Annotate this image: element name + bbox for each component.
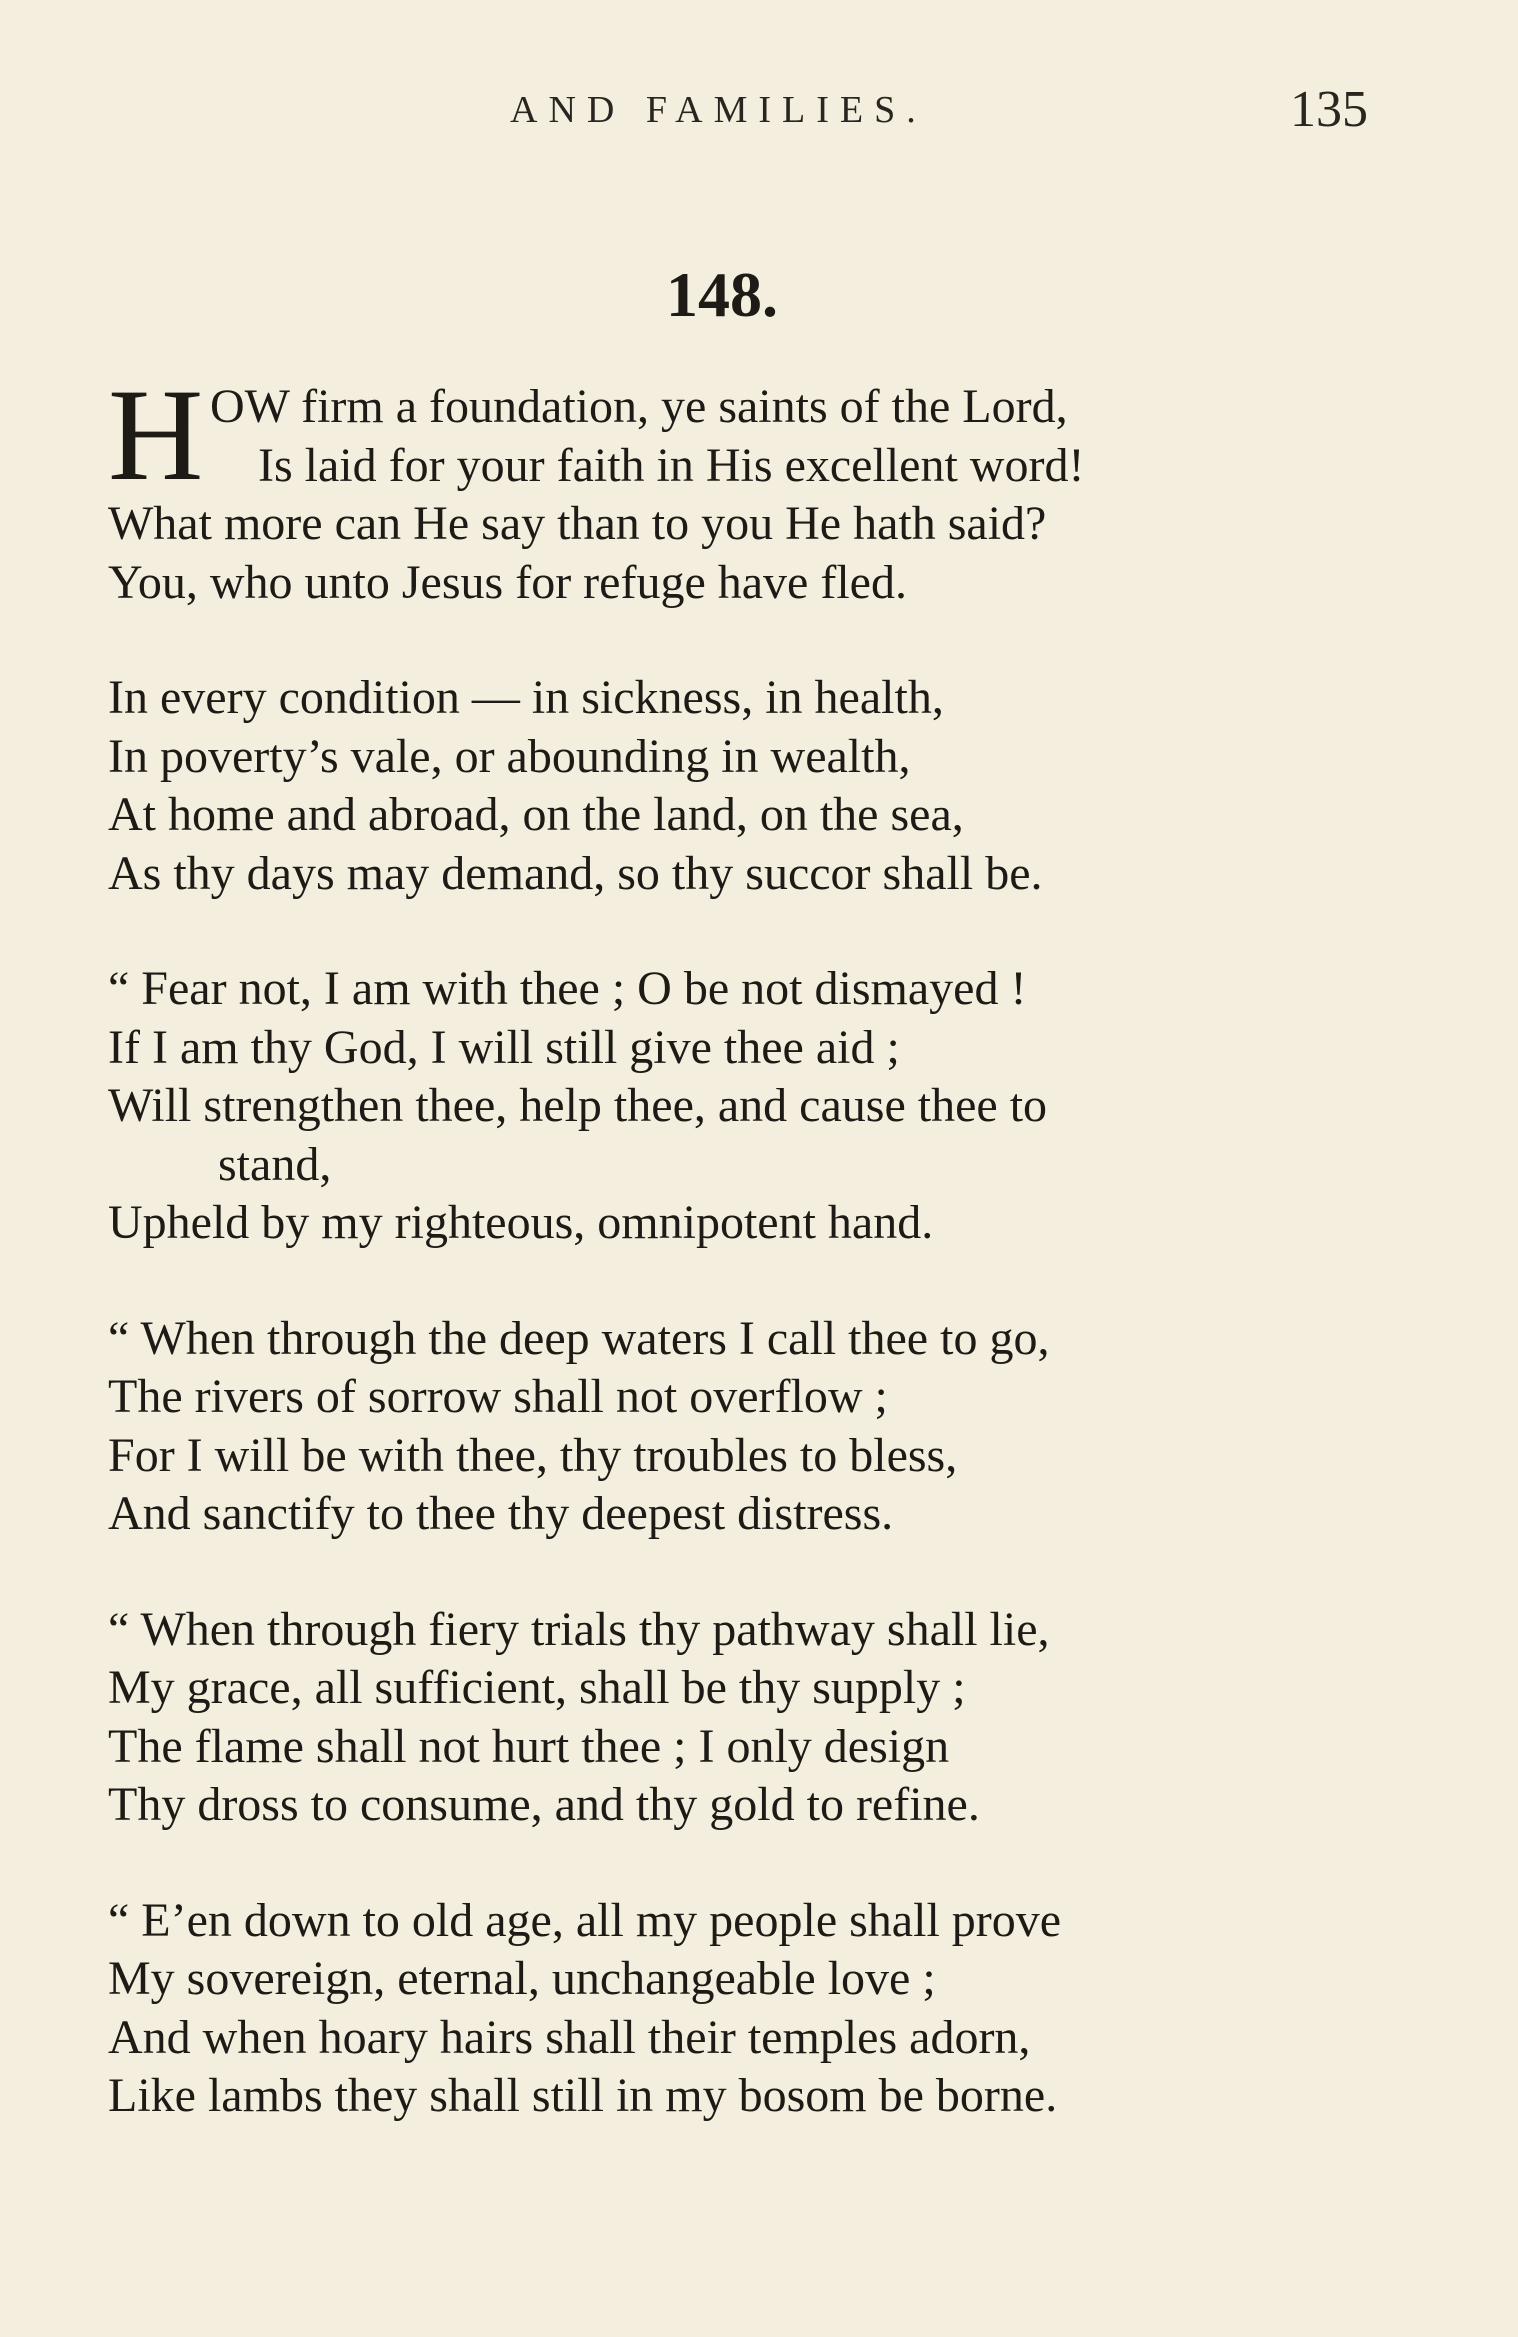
- verse-line: Upheld by my righteous, omnipotent hand.: [108, 1196, 934, 1249]
- verse-line: The rivers of sorrow shall not overflow ;: [108, 1370, 888, 1423]
- stanza-4: [108, 1310, 1408, 1544]
- verse-line: In poverty’s vale, or abounding in wealth,: [108, 729, 911, 783]
- verse-line: My grace, all sufficient, shall be thy supply ;: [108, 1661, 966, 1714]
- verse-line: “ When through the deep waters I call thee to go,: [108, 1311, 1050, 1365]
- verse-line: Is laid for your faith in His excellent word!: [258, 438, 1085, 492]
- hymn-number: 148.: [666, 259, 778, 330]
- verse-line: As thy days may demand, so thy succor shall be.: [108, 846, 1043, 900]
- drop-cap: H: [108, 361, 204, 508]
- verse-line: The flame shall not hurt thee ; I only design: [108, 1719, 950, 1773]
- verse-line: In every condition — in sickness, in health,: [108, 671, 944, 724]
- page-number: 135: [1290, 81, 1368, 138]
- verse-line: “ E’en down to old age, all my people shall prove: [108, 1893, 1062, 1947]
- stanza-5: [108, 1601, 1408, 1835]
- verse-line: Thy dross to consume, and thy gold to refine.: [108, 1778, 980, 1831]
- stanza-3: [108, 960, 1408, 1253]
- verse-line: Will strengthen thee, help thee, and cause thee to: [108, 1079, 1048, 1132]
- verse-line: OW firm a foundation, ye saints of the Lord,: [210, 380, 1068, 433]
- first-line-block: [108, 361, 1408, 508]
- hymn-text: [108, 361, 1408, 2183]
- stanza-2: [108, 669, 1408, 903]
- verse-line: And when hoary hairs shall their temples adorn,: [108, 2010, 1031, 2064]
- verse-line: My sovereign, eternal, unchangeable love ;: [108, 1952, 936, 2005]
- verse-line: And sanctify to thee thy deepest distress.: [108, 1487, 894, 1540]
- stanza-1: [108, 361, 1408, 612]
- verse-line: What more can He say than to you He hath said?: [108, 497, 1047, 550]
- verse-line: Like lambs they shall still in my bosom be borne.: [108, 2069, 1058, 2122]
- running-head: AND FAMILIES.: [510, 89, 927, 131]
- verse-line: For I will be with thee, thy troubles to bless,: [108, 1428, 958, 1482]
- verse-line: “ Fear not, I am with thee ; O be not dismayed !: [108, 962, 1027, 1015]
- verse-line-continuation: stand,: [218, 1137, 332, 1191]
- stanza-6: [108, 1892, 1408, 2126]
- verse-line: If I am thy God, I will still give thee aid ;: [108, 1020, 900, 1074]
- verse-line: At home and abroad, on the land, on the sea,: [108, 788, 964, 841]
- verse-line: You, who unto Jesus for refuge have fled.: [108, 555, 907, 609]
- verse-line: “ When through fiery trials thy pathway shall lie,: [108, 1602, 1050, 1656]
